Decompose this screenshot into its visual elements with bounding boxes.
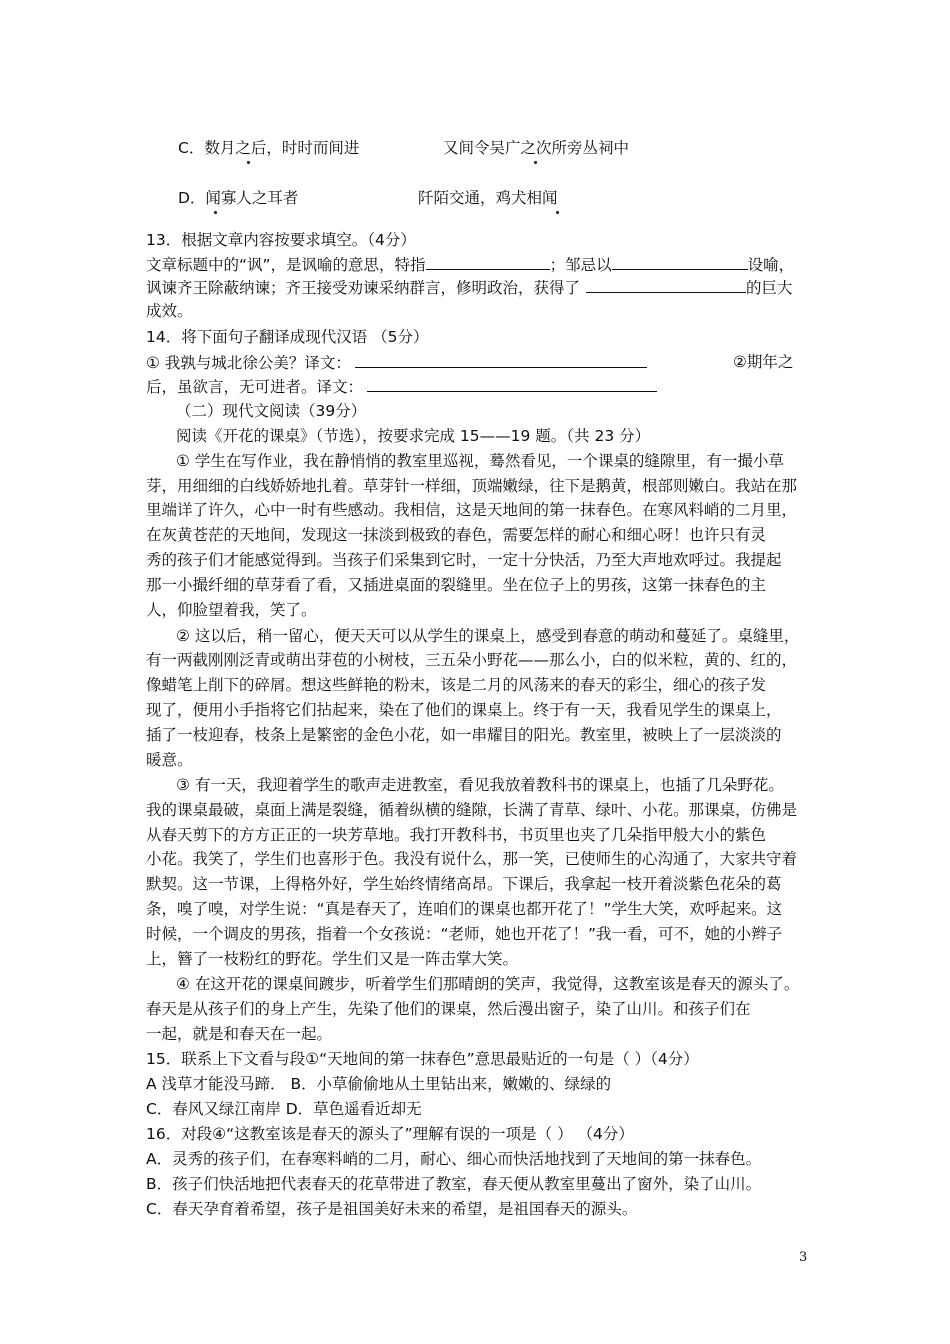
passage-line: 在灰黄苍茫的天地间，发现这一抹淡到极致的春色，需要怎样的耐心和细心呀！也许只有灵 — [146, 526, 767, 544]
q15-options-cd: C．春风又绿江南岸 D．草色遥看近却无 — [146, 1100, 422, 1118]
reading-intro: 阅读《开花的课桌》（节选），按要求完成 15——19 题。（共 23 分） — [176, 427, 651, 445]
page-number: 3 — [799, 1250, 808, 1265]
q14-line-1 — [146, 351, 647, 374]
passage-line: ④ 在这开花的课桌间踱步，听着学生们那晴朗的笑声，我觉得，这教室该是春天的源头了。 — [176, 975, 800, 993]
emphasis-dot — [556, 211, 559, 214]
passage-line: 插了一枝迎春，枝条上是繁密的金色小花，如一串耀目的阳光。教室里，被映上了一层淡淡的 — [146, 726, 782, 744]
q16-option-a: A．灵秀的孩子们，在春寒料峭的二月，耐心、细心而快活地找到了天地间的第一抹春色。 — [146, 1150, 762, 1168]
answer-blank[interactable] — [355, 351, 647, 368]
passage-line: ② 这以后，稍一留心，便天天可以从学生的课桌上，感受到春意的萌动和蔓延了。桌缝里， — [176, 627, 800, 645]
answer-blank[interactable] — [586, 276, 746, 293]
q13-text: ；邹忌以 — [549, 256, 612, 274]
q15-options-ab: A 浅草才能没马蹄． B．小草偷偷地从土里钻出来，嫩嫩的、绿绿的 — [146, 1075, 612, 1093]
passage-line: 条，嗅了嗅，对学生说：“真是春天了，连咱们的课桌也都开花了！”学生大笑，欢呼起来。这 — [146, 900, 783, 918]
passage-line: 一起，就是和春天在一起。 — [146, 1025, 333, 1043]
q15-title: 15．联系上下文看与段①“天地间的第一抹春色”意思最贴近的一句是（ ）（4分） — [146, 1050, 699, 1068]
passage-line: 春天是从孩子们的身上产生，先染了他们的课桌，然后漫出窗子，染了山川。和孩子们在 — [146, 1000, 751, 1018]
passage-line: 时候，一个调皮的男孩，指着一个女孩说：“老师，她也开花了！”我一看，可不，她的小辫子 — [146, 925, 783, 943]
q13-line-1 — [146, 253, 794, 276]
q14-text: ②期年之 — [733, 353, 794, 371]
passage-line: 暖意。 — [146, 751, 193, 769]
q14-title: 14．将下面句子翻译成现代汉语 （5分） — [146, 328, 429, 346]
q13-line-2 — [146, 276, 793, 299]
passage-line: 人，仰脸望着我，笑了。 — [146, 601, 317, 619]
q12-option-c-left: C．数月之后，时时而间进 — [178, 139, 360, 157]
passage-line: 默契。这一节课，上得格外好，学生始终情绪高昂。下课后，我拿起一枝开着淡紫色花朵的葛 — [146, 875, 782, 893]
q12-option-d-left: D．闻寡人之耳者 — [178, 189, 299, 207]
passage-line: 秀的孩子们才能感觉得到。当孩子们采集到它时，一定十分快活，乃至大声地欢呼过。我提起 — [146, 551, 782, 569]
passage-line: 我的课桌最破，桌面上满是裂缝，循着纵横的缝隙，长满了青草、绿叶、小花。那课桌，仿佛是 — [146, 801, 798, 819]
q13-text: 讽谏齐王除蔽纳谏；齐王接受劝谏采纳群言，修明政治，获得了 — [146, 279, 581, 297]
emphasis-dot — [534, 161, 537, 164]
q14-text: 后，虽欲言，无可进者。译文： — [146, 378, 364, 396]
passage-line: 小花。我笑了，学生们也喜形于色。我没有说什么，那一笑，已使师生的心沟通了，大家共守着 — [146, 850, 798, 868]
passage-line: 有一两截刚刚泛青或萌出芽苞的小树枝，三五朵小野花——那么小，白的似米粒，黄的、红的， — [146, 651, 798, 669]
passage-line: 里端详了许久，心中一时有些感动。我相信，这是天地间的第一抹春色。在寒风料峭的二月里， — [146, 501, 798, 519]
passage-line: ③ 有一天，我迎着学生的歌声走进教室，看见我放着教科书的课桌上，也插了几朵野花。 — [176, 776, 784, 794]
q14-line-2 — [146, 375, 657, 398]
q13-title: 13．根据文章内容按要求填空。（4分） — [146, 231, 416, 249]
q13-text: 文章标题中的“讽”，是讽喻的意思，特指 — [146, 256, 426, 274]
q16-option-b: B．孩子们快活地把代表春天的花草带进了教室，春天便从教室里蔓出了窗外，染了山川。 — [146, 1175, 762, 1193]
emphasis-dot — [247, 161, 250, 164]
section-heading: （二）现代文阅读（39分） — [176, 402, 367, 420]
q13-text: 设喻， — [747, 256, 795, 274]
passage-line: 像蜡笔上削下的碎屑。想这些鲜艳的粉末，该是二月的风荡来的春天的彩尘，细心的孩子发 — [146, 676, 767, 694]
answer-blank[interactable] — [367, 375, 657, 392]
q16-title: 16．对段④“这教室该是春天的源头了”理解有误的一项是（ ） （4分） — [146, 1125, 634, 1143]
passage-line: 芽，用细细的白线娇娇地扎着。草芽针一样细，顶端嫩绿，往下是鹅黄，根部则嫩白。我站在那 — [146, 477, 798, 495]
answer-blank[interactable] — [612, 253, 748, 270]
passage-line: 上，簪了一枝粉红的野花。学生们又是一阵击掌大笑。 — [146, 950, 519, 968]
q14-text: ① 我孰与城北徐公美？译文： — [146, 354, 351, 372]
passage-line: 那一小撮纤细的草芽看了看，又插进桌面的裂缝里。坐在位子上的男孩，这第一抹春色的主 — [146, 576, 767, 594]
passage-line: 从春天剪下的方方正正的一块芳草地。我打开教科书，书页里也夹了几朵指甲般大小的紫色 — [146, 826, 767, 844]
q16-option-c: C．春天孕育着希望，孩子是祖国美好未来的希望，是祖国春天的源头。 — [146, 1200, 638, 1218]
answer-blank[interactable] — [426, 253, 550, 270]
q13-line-3: 成效。 — [146, 302, 193, 320]
emphasis-dot — [214, 211, 217, 214]
q12-option-c-right: 又间令吴广之次所旁丛祠中 — [443, 139, 630, 157]
passage-line: 现了，便用小手指将它们拈起来，染在了他们的课桌上。终于有一天，我看见学生的课桌上， — [146, 701, 782, 719]
q13-text: 的巨大 — [746, 279, 793, 297]
q12-option-d-right: 阡陌交通，鸡犬相闻 — [418, 189, 558, 207]
passage-line: ① 学生在写作业，我在静悄悄的教室里巡视，蓦然看见，一个课桌的缝隙里，有一撮小草 — [176, 452, 784, 470]
